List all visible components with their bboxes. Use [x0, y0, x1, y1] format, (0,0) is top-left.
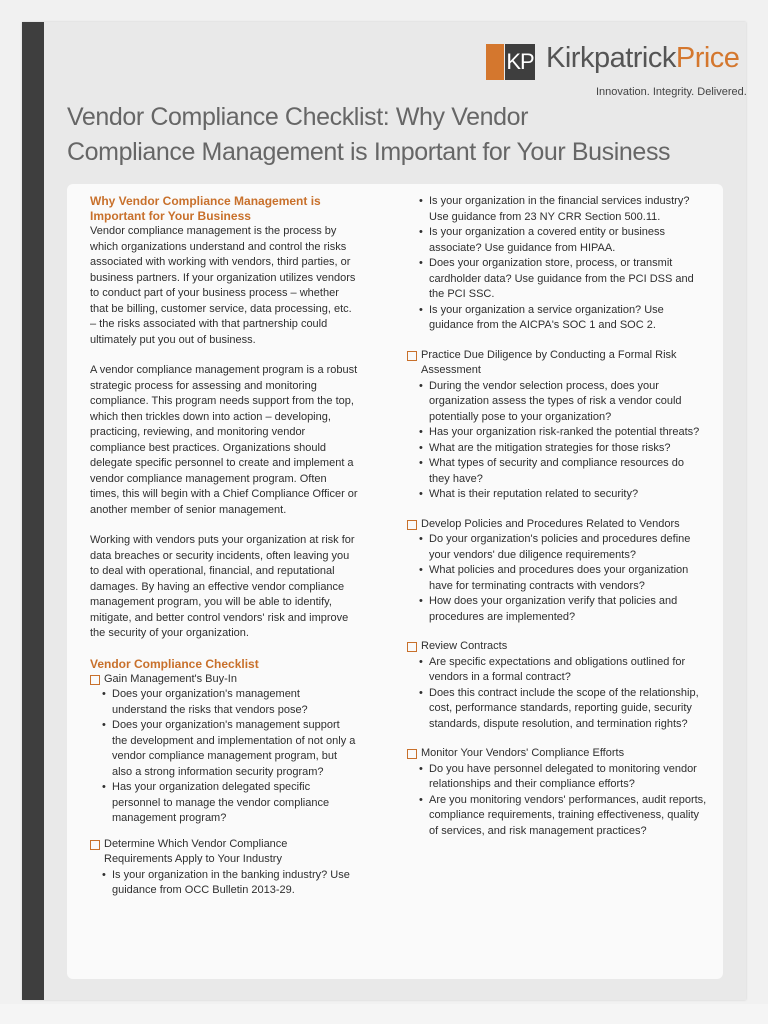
title-line-1: Vendor Compliance Checklist: Why Vendor: [67, 103, 529, 131]
checklist-item-label: Determine Which Vendor Compliance Requirements Apply to Your Industry: [104, 837, 288, 865]
company-tagline: Innovation. Integrity. Delivered.: [596, 86, 747, 98]
right-column: [407, 194, 707, 839]
checklist-item-label: Gain Management's Buy-In: [104, 672, 237, 685]
checkbox-icon: [90, 840, 100, 850]
checkbox-icon: [407, 351, 417, 361]
page-title: [67, 100, 727, 170]
list-item: • What are the mitigation strategies for those risks?: [429, 441, 707, 457]
checklist-item-contracts: [407, 639, 707, 655]
list-item: • Is your organization a service organization? Use guidance from the AICPA's SOC 1 and SOC 2.: [429, 303, 707, 334]
list-item: • What is their reputation related to security?: [429, 487, 707, 503]
checkbox-icon: [407, 749, 417, 759]
list-item: • Do your organization's policies and procedures define your vendors' due diligence requirements?: [429, 532, 707, 563]
list-item: • Are specific expectations and obligations outlined for vendors in a formal contract?: [429, 655, 707, 686]
bullet-list: [90, 868, 358, 899]
checklist-item-label: Monitor Your Vendors' Compliance Efforts: [421, 747, 625, 759]
checklist-item-buy-in: [90, 672, 358, 688]
bullet-list: [407, 194, 707, 334]
list-item: • How does your organization verify that policies and procedures are implemented?: [429, 594, 707, 625]
list-item: • Has your organization delegated specific personnel to manage the vendor compliance management program?: [112, 780, 358, 827]
bullet-list: [407, 532, 707, 625]
bullet-list: [407, 379, 707, 503]
list-item: • During the vendor selection process, does your organization assess the types of risk a vendor could potentially pose to your organization?: [429, 379, 707, 426]
page-bottom-strip: [0, 1004, 768, 1024]
checklist-item-policies: [407, 517, 707, 533]
section-heading-why: Why Vendor Compliance Management is Important for Your Business: [90, 194, 321, 223]
checklist-item-requirements: [90, 837, 358, 868]
title-line-2: Compliance Management is Important for Your Business: [67, 138, 671, 166]
list-item: • What types of security and compliance resources do they have?: [429, 456, 707, 487]
company-logo: [486, 44, 746, 100]
bullet-list: [407, 655, 707, 733]
content-card: [67, 184, 723, 979]
checklist-item-label: Develop Policies and Procedures Related to Vendors: [421, 517, 680, 530]
paragraph-1: Vendor compliance management is the process by which organizations understand and control the risks associated with working with vendors, third parties, or business partners. If your organization utilizes vendors to conduct part of your business process – whether that be billing, customer service, data processing, etc. – the risks associated with that partnership could ultimately put you out of business.: [90, 225, 356, 346]
checklist-item-label: Review Contracts: [421, 640, 508, 652]
logo-initials: KP: [505, 44, 535, 80]
list-item: • Does your organization's management understand the risks that vendors pose?: [112, 687, 358, 718]
list-item: • Is your organization a covered entity or business associate? Use guidance from HIPAA.: [429, 225, 707, 256]
checklist-item-label: Practice Due Diligence by Conducting a Formal Risk Assessment: [421, 348, 677, 376]
checkbox-icon: [407, 642, 417, 652]
bullet-list: [407, 762, 707, 840]
list-item: • Is your organization in the banking industry? Use guidance from OCC Bulletin 2013-29.: [112, 868, 358, 899]
left-column: [90, 194, 358, 899]
list-item: • Has your organization risk-ranked the potential threats?: [429, 425, 707, 441]
company-name: [546, 42, 739, 75]
list-item: • Is your organization in the financial services industry? Use guidance from 23 NY CRR Section 500.11.: [429, 194, 707, 225]
kp-logo-mark: [486, 44, 542, 80]
list-item: • Does your organization store, process, or transmit cardholder data? Use guidance from the PCI DSS and the PCI SSC.: [429, 256, 707, 303]
checkbox-icon: [90, 675, 100, 685]
bullet-list: [90, 687, 358, 827]
list-item: • Does this contract include the scope of the relationship, cost, performance standards, reporting guide, security standards, dispute resolution, and termination rights?: [429, 686, 707, 733]
company-name-part1: Kirkpatrick: [546, 42, 676, 74]
checkbox-icon: [407, 520, 417, 530]
list-item: • What policies and procedures does your organization have for terminating contracts with vendors?: [429, 563, 707, 594]
checklist-heading: Vendor Compliance Checklist: [90, 656, 259, 671]
list-item: • Are you monitoring vendors' performances, audit reports, compliance requirements, training effectiveness, quality of services, and risk management practices?: [429, 793, 707, 840]
paragraph-2: A vendor compliance management program is a robust strategic process for assessing and monitoring compliance. This program needs support from the top, which then trickles down into action – developing, practicing, reviewing, and monitoring vendor compliance best practices. Organizations should delegate specific personnel to create and implement a vendor compliance management program. Often times, this will begin with a Chief Compliance Officer or another member of senior management.: [90, 364, 358, 516]
checklist-item-due-diligence: [407, 348, 707, 379]
company-name-part2: Price: [675, 42, 740, 74]
logo-orange-block: [486, 44, 504, 80]
list-item: • Does your organization's management support the development and implementation of not only a vendor compliance management program, but also a strong information security program?: [112, 718, 358, 780]
side-accent-bar: [22, 22, 44, 1000]
document-page: [22, 22, 746, 1000]
list-item: • Do you have personnel delegated to monitoring vendor relationships and their compliance efforts?: [429, 762, 707, 793]
checklist-item-monitor: [407, 746, 707, 762]
paragraph-3: Working with vendors puts your organization at risk for data breaches or security incidents, often leaving you to deal with operational, financial, and reputational damages. By having an effective vendor compliance management program, you will be able to identify, mitigate, and better control vendors' risk and improve the security of your organization.: [90, 534, 355, 639]
